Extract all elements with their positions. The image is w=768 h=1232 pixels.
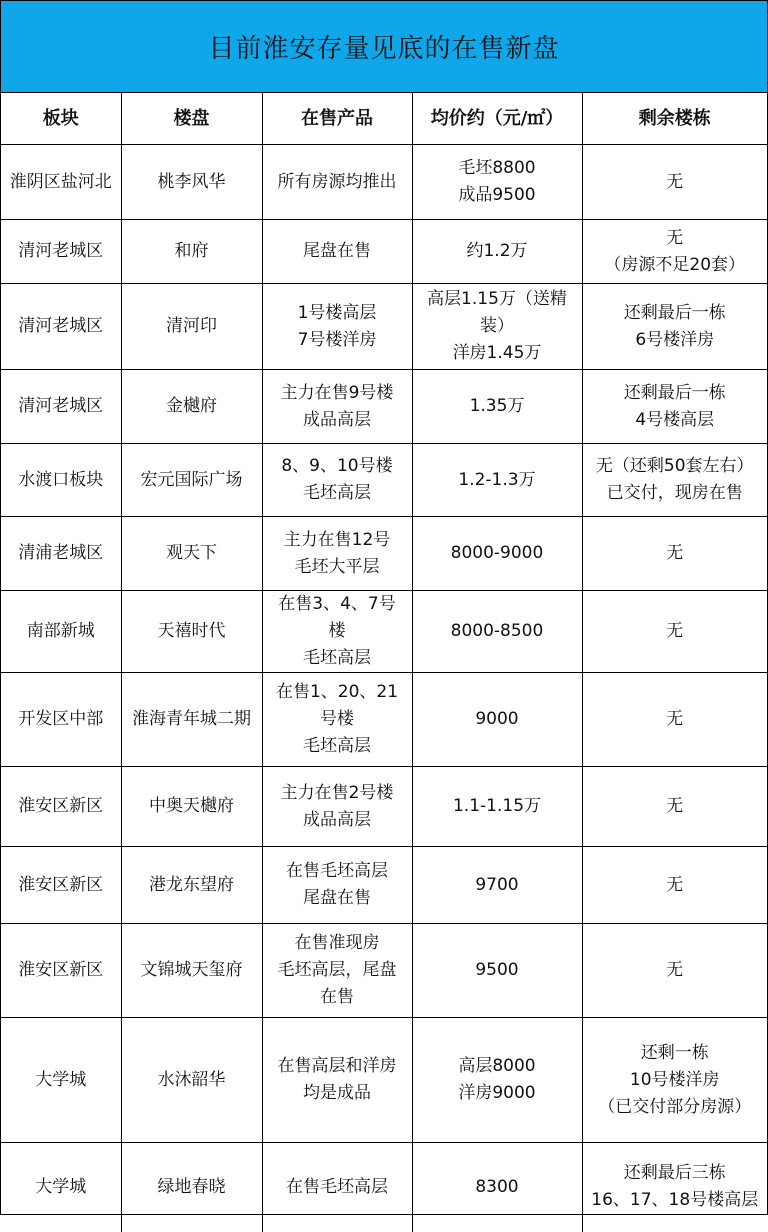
cell-area: 淮阴区盐河北 xyxy=(1,145,121,220)
cell-remaining-line: 无 xyxy=(666,621,684,641)
cell-area: 开发区中部 xyxy=(1,673,121,767)
cell-product-line: 尾盘在售 xyxy=(303,888,371,908)
cell-price-line: 9000 xyxy=(475,709,519,729)
cell-price-line: 8000-9000 xyxy=(450,543,544,563)
cell-price xyxy=(412,767,582,847)
cell-product-line: 8、9、10号楼 xyxy=(281,456,393,476)
cell-remaining-line: 还剩一栋 xyxy=(640,1042,709,1063)
cell-area: 淮安区新区 xyxy=(1,767,121,847)
cell-remaining-line: 10号楼洋房 xyxy=(629,1069,720,1090)
cell-remaining-line: 已交付，现房在售 xyxy=(606,483,743,503)
cell-product-line: 主力在售2号楼 xyxy=(280,782,394,803)
cell-price xyxy=(412,145,582,220)
cell-product-line: 毛坯高层 xyxy=(303,648,371,668)
cell-product-line: 均是成品 xyxy=(303,1083,371,1103)
cell-remaining xyxy=(582,673,767,767)
cell-price-line: 9700 xyxy=(475,874,519,895)
cell-price xyxy=(412,444,582,517)
cell-product-line: 在售3、4、7号 xyxy=(278,594,396,614)
cell-remaining xyxy=(582,1143,767,1232)
cell-product-line: 7号楼洋房 xyxy=(297,329,377,350)
cell-price-line: 成品9500 xyxy=(458,185,536,205)
cell-area: 淮安区新区 xyxy=(1,847,121,924)
cell-project: 天禧时代 xyxy=(121,591,262,673)
cell-remaining-line: 无 xyxy=(666,543,684,563)
table-row xyxy=(1,370,767,444)
cell-remaining xyxy=(582,767,767,847)
cell-remaining-line: 6号楼洋房 xyxy=(635,329,715,350)
table-row xyxy=(1,517,767,591)
cell-product-line: 在售高层和洋房 xyxy=(277,1056,397,1076)
cell-price-line: 洋房9000 xyxy=(458,1083,536,1103)
cell-price-line: 洋房1.45万 xyxy=(452,343,542,363)
cell-product xyxy=(262,924,412,1018)
cell-price xyxy=(412,591,582,673)
cell-product-line: 所有房源均推出 xyxy=(277,171,397,192)
cell-remaining-line: 无 xyxy=(666,960,684,980)
cell-price-line: 8300 xyxy=(475,1176,519,1197)
cell-product-line: 成品高层 xyxy=(303,409,371,430)
cell-product-line: 成品高层 xyxy=(303,809,371,830)
cell-price xyxy=(412,673,582,767)
cell-area: 清河老城区 xyxy=(1,370,121,444)
cell-product-line: 主力在售12号 xyxy=(283,529,391,550)
cell-price-line: 9500 xyxy=(475,960,519,980)
page-title: 目前淮安存量见底的在售新盘 xyxy=(208,34,560,64)
cell-remaining-line: 4号楼高层 xyxy=(635,409,715,430)
cell-product-line: 在售准现房 xyxy=(294,933,380,953)
cell-price-line: 1.35万 xyxy=(469,396,525,416)
cell-remaining-line: 无 xyxy=(666,227,684,248)
cell-remaining xyxy=(582,220,767,284)
cell-price-line: 高层8000 xyxy=(458,1056,536,1076)
cell-remaining xyxy=(582,517,767,591)
cell-product-line: 号楼 xyxy=(320,709,354,729)
cell-product-line: 毛坯高层，尾盘 xyxy=(277,960,397,980)
cell-product xyxy=(262,591,412,673)
cell-project: 文锦城天玺府 xyxy=(121,924,262,1018)
cell-price xyxy=(412,924,582,1018)
cell-price-line: 1.2-1.3万 xyxy=(458,469,536,490)
table-row xyxy=(1,591,767,673)
cell-remaining xyxy=(582,924,767,1018)
cell-project: 淮海青年城二期 xyxy=(121,673,262,767)
cell-remaining xyxy=(582,145,767,220)
cell-remaining xyxy=(582,370,767,444)
cell-product-line: 在售毛坯高层 xyxy=(286,861,388,881)
cell-remaining-line: 16、17、18号楼高层 xyxy=(591,1190,759,1211)
cell-product xyxy=(262,847,412,924)
cell-project: 港龙东望府 xyxy=(121,847,262,924)
cell-project: 和府 xyxy=(121,220,262,284)
cell-project: 金樾府 xyxy=(121,370,262,444)
cell-price-line: 毛坯8800 xyxy=(458,158,536,178)
cell-product xyxy=(262,444,412,517)
cell-product xyxy=(262,767,412,847)
cell-product-line: 在售毛坯高层 xyxy=(286,1176,388,1197)
cell-area: 淮安区新区 xyxy=(1,924,121,1018)
cell-price xyxy=(412,220,582,284)
cell-remaining xyxy=(582,847,767,924)
cell-remaining-line: （房源不足20套） xyxy=(604,254,746,275)
table-row xyxy=(1,1143,767,1232)
cell-product xyxy=(262,370,412,444)
cell-remaining-line: 无 xyxy=(666,171,684,192)
header-remaining: 剩余楼栋 xyxy=(582,93,767,145)
cell-product-line: 1号楼高层 xyxy=(297,302,377,323)
cell-remaining-line: 无（还剩50套左右） xyxy=(595,456,754,476)
cell-area: 清浦老城区 xyxy=(1,517,121,591)
cell-product xyxy=(262,145,412,220)
header-row xyxy=(1,93,767,145)
cell-product-line: 毛坯高层 xyxy=(303,483,371,503)
cell-product xyxy=(262,673,412,767)
cell-area: 水渡口板块 xyxy=(1,444,121,517)
cell-product xyxy=(262,1143,412,1232)
cell-remaining-line: 无 xyxy=(666,709,684,729)
cell-project: 桃李风华 xyxy=(121,145,262,220)
cell-area: 清河老城区 xyxy=(1,284,121,370)
cell-project: 中奥天樾府 xyxy=(121,767,262,847)
cell-area: 大学城 xyxy=(1,1143,121,1232)
cell-project: 绿地春晓 xyxy=(121,1143,262,1232)
cell-price-line: 装） xyxy=(480,316,514,336)
cell-product-line: 毛坯大平层 xyxy=(294,556,380,577)
cell-remaining xyxy=(582,444,767,517)
cell-price xyxy=(412,847,582,924)
table-row xyxy=(1,1018,767,1143)
title-bar xyxy=(1,1,767,93)
cell-remaining-line: 还剩最后三栋 xyxy=(623,1163,726,1184)
cell-project: 宏元国际广场 xyxy=(121,444,262,517)
cell-price xyxy=(412,517,582,591)
cell-area: 清河老城区 xyxy=(1,220,121,284)
cell-remaining-line: 还剩最后一栋 xyxy=(623,382,726,403)
cell-area: 大学城 xyxy=(1,1018,121,1143)
cell-price-line: 约1.2万 xyxy=(466,241,528,261)
cell-product-line: 主力在售9号楼 xyxy=(280,382,394,403)
cell-product-line: 毛坯高层 xyxy=(303,736,371,756)
table-row xyxy=(1,924,767,1018)
header-price: 均价约（元/㎡） xyxy=(412,93,582,145)
listing-table xyxy=(1,93,767,1232)
table-row xyxy=(1,673,767,767)
cell-remaining xyxy=(582,591,767,673)
cell-price-line: 高层1.15万（送精 xyxy=(427,289,567,309)
cell-remaining-line: 还剩最后一栋 xyxy=(623,302,726,323)
cell-product-line: 在售 xyxy=(320,987,354,1007)
table-row xyxy=(1,145,767,220)
cell-product xyxy=(262,284,412,370)
cell-area: 南部新城 xyxy=(1,591,121,673)
cell-product xyxy=(262,517,412,591)
table-row xyxy=(1,284,767,370)
cell-remaining-line: 无 xyxy=(666,874,684,895)
cell-remaining-line: 无 xyxy=(666,796,684,816)
table-row xyxy=(1,220,767,284)
cell-product-line: 楼 xyxy=(328,621,346,641)
cell-product xyxy=(262,220,412,284)
header-area: 板块 xyxy=(1,93,121,145)
cell-price-line: 8000-8500 xyxy=(450,621,544,641)
table-row xyxy=(1,444,767,517)
table-body xyxy=(1,145,767,1232)
header-product: 在售产品 xyxy=(262,93,412,145)
cell-remaining xyxy=(582,1018,767,1143)
cell-product-line: 在售1、20、21 xyxy=(275,682,399,702)
cell-price xyxy=(412,1143,582,1232)
header-project: 楼盘 xyxy=(121,93,262,145)
cell-project: 水沐韶华 xyxy=(121,1018,262,1143)
cell-price xyxy=(412,370,582,444)
cell-price xyxy=(412,284,582,370)
cell-remaining-line: （已交付部分房源） xyxy=(598,1096,752,1117)
cell-remaining xyxy=(582,284,767,370)
table-row xyxy=(1,767,767,847)
cell-product xyxy=(262,1018,412,1143)
cell-project: 清河印 xyxy=(121,284,262,370)
cell-price xyxy=(412,1018,582,1143)
cell-product-line: 尾盘在售 xyxy=(303,241,371,261)
table-row xyxy=(1,847,767,924)
cell-price-line: 1.1-1.15万 xyxy=(452,796,542,816)
cell-project: 观天下 xyxy=(121,517,262,591)
